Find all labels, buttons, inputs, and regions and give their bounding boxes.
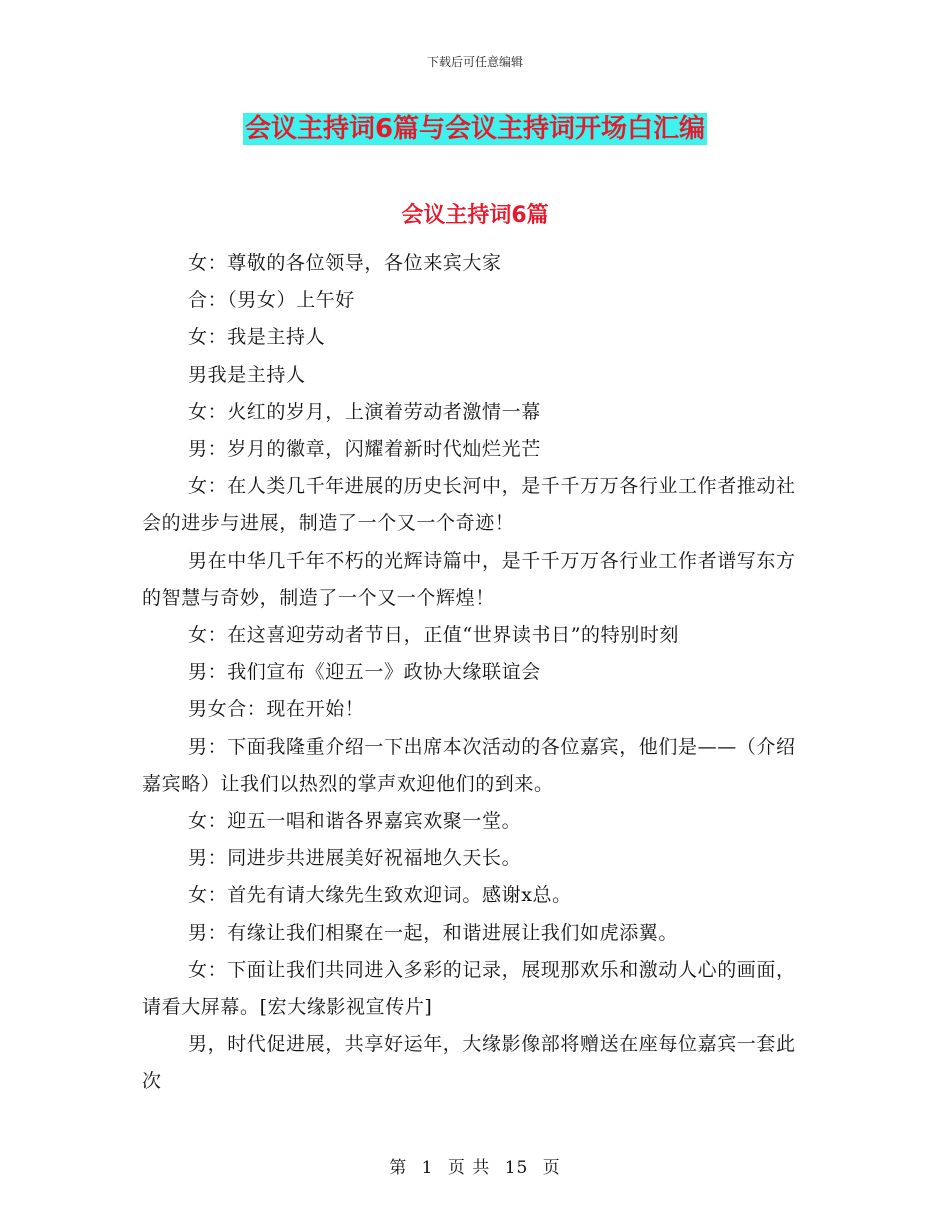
page-label-suffix: 页 [542, 1158, 561, 1178]
paragraph: 男：岁月的徽章，闪耀着新时代灿烂光芒 [188, 438, 541, 461]
main-title-text: 会议主持词6篇与会议主持词开场白汇编 [244, 114, 706, 144]
paragraph: 女：首先有请大缘先生致欢迎词。感谢x总。 [188, 884, 572, 907]
paragraph: 男：我们宣布《迎五一》政协大缘联谊会 [188, 661, 541, 684]
paragraph: 男：下面我隆重介绍一下出席本次活动的各位嘉宾，他们是——（介绍嘉宾略）让我们以热烈的掌声欢迎他们的到来。 [142, 735, 796, 795]
paragraph: 女：尊敬的各位领导，各位来宾大家 [188, 252, 502, 274]
paragraph: 男女合：现在开始！ [188, 698, 365, 721]
paragraph: 女：火红的岁月，上演着劳动者激情一幕 [188, 400, 541, 423]
paragraph: 女：下面让我们共同进入多彩的记录，展现那欢乐和激动人心的画面，请看大屏幕。[宏大缘影视宣传片] [142, 958, 796, 1019]
paragraph: 女：在这喜迎劳动者节日，正值“世界读书日”的特别时刻 [188, 624, 680, 647]
paragraph: 男，时代促进展，共享好运年，大缘影像部将赠送在座每位嘉宾一套此次 [142, 1033, 796, 1093]
paragraph: 男在中华几千年不朽的光辉诗篇中，是千千万万各行业工作者谱写东方的智慧与奇妙，制造了一个又一个辉煌！ [142, 549, 796, 609]
section-title: 会议主持词6篇 [401, 203, 549, 228]
page-label-mid: 页 共 [447, 1158, 491, 1178]
total-pages: 15 [504, 1158, 529, 1178]
paragraph: 女：在人类几千年进展的历史长河中，是千千万万各行业工作者推动社会的进步与进展，制造了一个又一个奇迹！ [142, 475, 796, 535]
page-label-prefix: 第 [389, 1158, 408, 1178]
paragraph: 男：有缘让我们相聚在一起，和谐进展让我们如虎添翼。 [188, 921, 679, 944]
paragraph: 合：（男女）上午好 [188, 289, 355, 312]
main-title [0, 113, 950, 145]
paragraph: 男：同进步共进展美好祝福地久天长。 [188, 847, 522, 870]
document-body [142, 245, 807, 1101]
header-note: 下载后可任意编辑 [426, 55, 523, 69]
page-footer [0, 1153, 950, 1178]
paragraph: 女：迎五一唱和谐各界嘉宾欢聚一堂。 [188, 810, 522, 833]
page-number: 1 [421, 1158, 434, 1178]
paragraph: 女：我是主持人 [188, 326, 326, 349]
paragraph: 男我是主持人 [188, 363, 306, 386]
